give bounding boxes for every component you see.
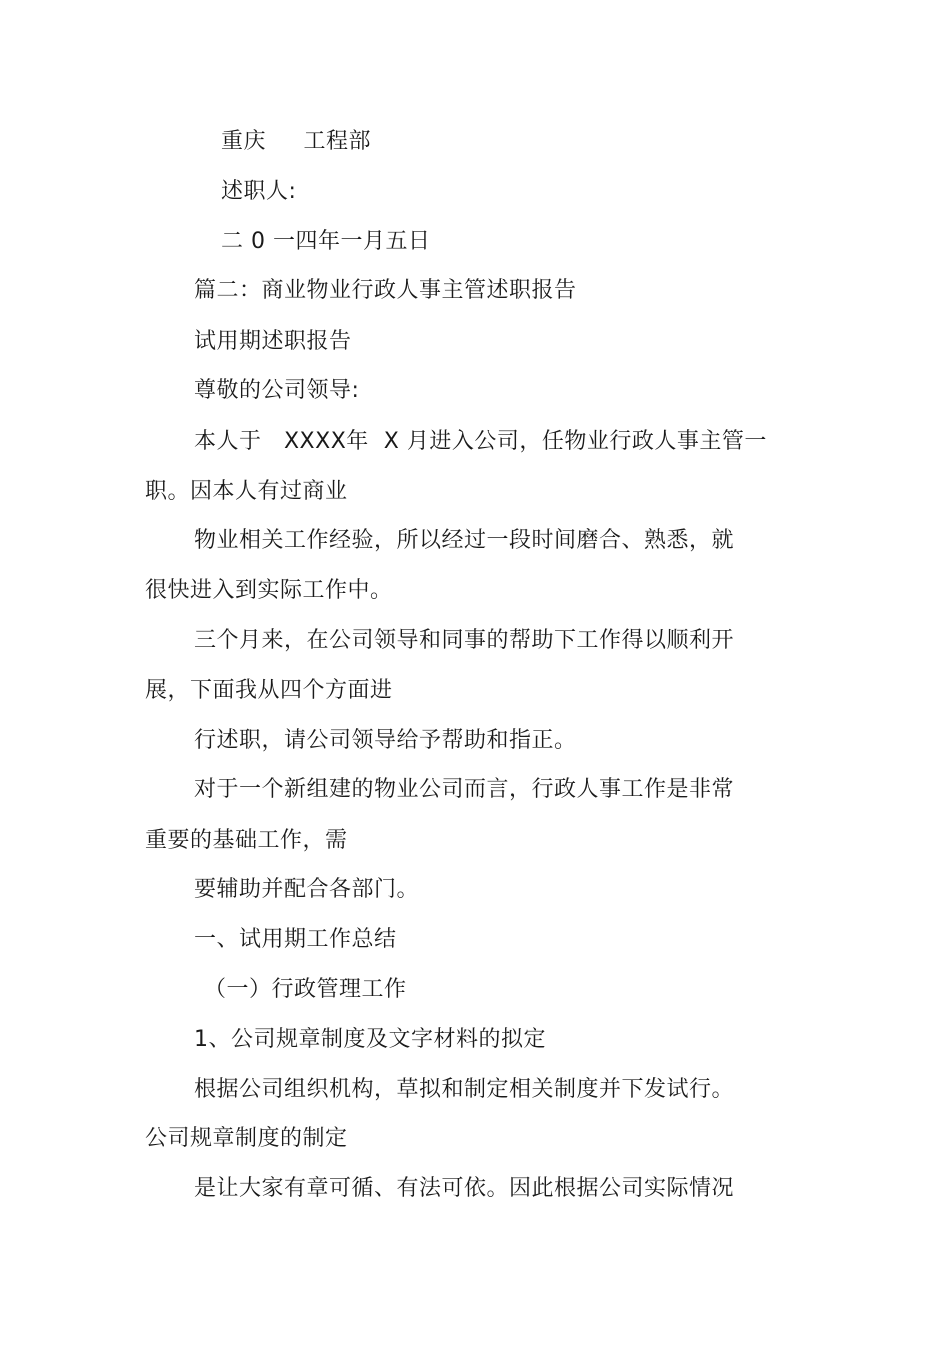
paragraph-line: 物业相关工作经验，所以经过一段时间磨合、熟悉，就 bbox=[194, 528, 735, 553]
salutation: 尊敬的公司领导: bbox=[194, 378, 360, 403]
section-title: 篇二：商业物业行政人事主管述职报告 bbox=[194, 278, 577, 303]
dept-line: 重庆 工程部 bbox=[221, 129, 371, 154]
report-title: 试用期述职报告 bbox=[194, 329, 352, 354]
paragraph-line: 根据公司组织机构，草拟和制定相关制度并下发试行。 bbox=[194, 1077, 735, 1102]
reporter-line: 述职人: bbox=[221, 179, 297, 204]
heading-level-1: 一、试用期工作总结 bbox=[194, 927, 397, 952]
paragraph-line: 重要的基础工作，需 bbox=[145, 828, 348, 853]
heading-level-3: 1、公司规章制度及文字材料的拟定 bbox=[194, 1027, 546, 1052]
paragraph-line: 要辅助并配合各部门。 bbox=[194, 877, 420, 902]
heading-level-2: （一）行政管理工作 bbox=[204, 977, 407, 1002]
paragraph-line: 展，下面我从四个方面进 bbox=[145, 678, 393, 703]
paragraph-line: 本人于 XXXX年 X 月进入公司，任物业行政人事主管一 bbox=[194, 429, 767, 454]
date-line: 二 0 一四年一月五日 bbox=[221, 229, 431, 254]
paragraph-line: 三个月来，在公司领导和同事的帮助下工作得以顺利开 bbox=[194, 628, 735, 653]
paragraph-line: 是让大家有章可循、有法可依。因此根据公司实际情况 bbox=[194, 1176, 735, 1201]
paragraph-line: 公司规章制度的制定 bbox=[145, 1126, 348, 1151]
paragraph-line: 对于一个新组建的物业公司而言，行政人事工作是非常 bbox=[194, 777, 735, 802]
paragraph-line: 行述职，请公司领导给予帮助和指正。 bbox=[194, 728, 577, 753]
paragraph-line: 职。因本人有过商业 bbox=[145, 479, 348, 504]
paragraph-line: 很快进入到实际工作中。 bbox=[145, 578, 393, 603]
